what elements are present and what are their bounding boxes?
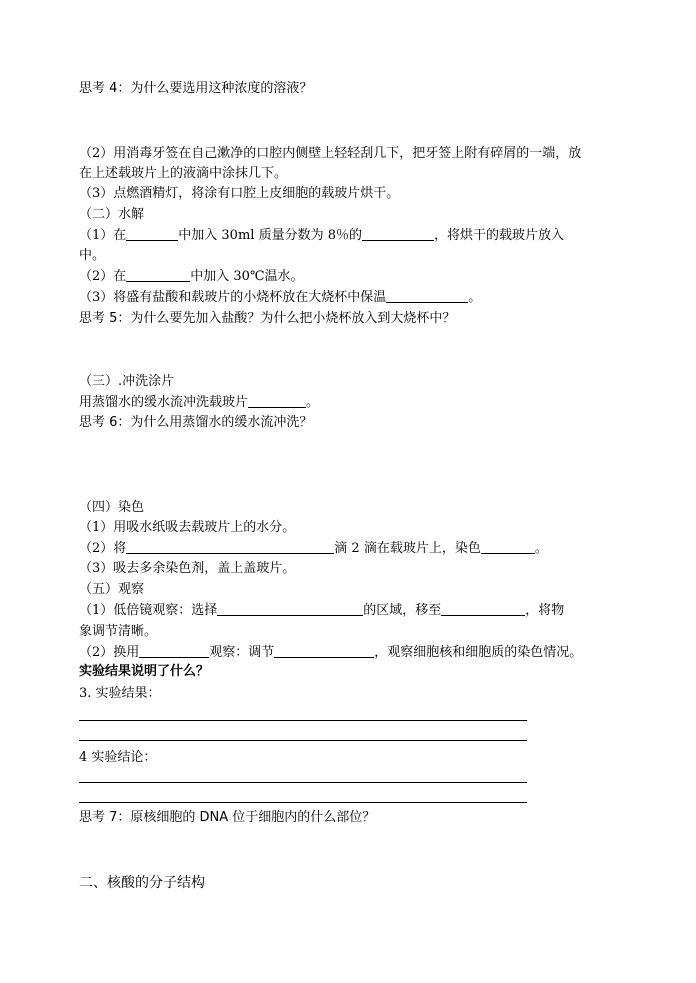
question-4: 思考 4：为什么要选用这种浓度的溶液？ [79,81,313,96]
question-6: 思考 6：为什么用蒸馏水的缓水流冲洗？ [79,415,313,430]
fill-blank[interactable] [126,267,190,282]
fill-blank[interactable] [441,601,525,616]
fill-blank[interactable] [217,601,363,616]
fill-blank[interactable] [274,643,374,658]
text: 。 [534,541,548,556]
stain-step-3: （3）吸去多余染色剂，盖上盖玻片。 [79,561,296,576]
text: （2）在 [79,269,127,284]
part-2-heading: 二、核酸的分子结构 [79,875,205,891]
hydrolysis-step-1-cont: 中。 [79,248,106,263]
fill-blank[interactable] [126,226,178,241]
fill-blank[interactable] [481,539,535,554]
question-5: 思考 5：为什么要先加入盐酸？为什么把小烧杯放入到大烧杯中？ [79,311,456,326]
observe-step-2 [79,643,619,663]
answer-line[interactable] [79,782,527,783]
section-stain-heading: （四）染色 [79,500,145,515]
observe-step-1 [79,601,619,621]
text: （1）在 [79,228,127,243]
text: 滴 2 滴在载玻片上，染色 [334,541,481,556]
text: 中加入 30ml 质量分数为 8％的 [178,228,362,243]
text: ，将物 [525,603,565,618]
section-observe-heading: （五）观察 [79,582,145,597]
text: ，观察细胞核和细胞质的染色情况。 [374,645,583,660]
conclusion-label: 4 实验结论： [79,750,157,765]
question-7: 思考 7：原核细胞的 DNA 位于细胞内的什么部位？ [79,810,376,825]
text: （2）将 [79,541,127,556]
text: （3）将盛有盐酸和载玻片的小烧杯放在大烧杯中保温 [79,290,387,305]
text: （1）低倍镜观察：选择 [79,603,218,618]
section-hydrolysis-heading: （二）水解 [79,207,145,222]
observe-step-1-cont: 象调节清晰。 [79,624,158,639]
result-label: 3. 实验结果： [79,686,161,701]
answer-line[interactable] [79,720,527,721]
rinse-step [79,393,619,413]
text: ，将烘干的载玻片放入 [433,228,564,243]
fill-blank[interactable] [386,288,468,303]
hydrolysis-step-1 [79,226,619,246]
text: 用蒸馏水的缓水流冲洗载玻片 [79,395,249,410]
text: （2）换用 [79,645,140,660]
answer-line[interactable] [79,802,527,803]
hydrolysis-step-3 [79,288,619,308]
stain-step-2 [79,539,619,559]
text: 。 [468,290,482,305]
result-question: 实验结果说明了什么？ [79,664,210,679]
section-rinse-heading: （三）.冲洗涂片 [79,374,175,389]
fill-blank[interactable] [362,226,434,241]
fill-blank[interactable] [139,643,209,658]
step-2-line-1: （2）用消毒牙签在自己漱净的口腔内侧壁上轻轻刮几下，把牙签上附有碎屑的一端，放 [79,146,582,161]
fill-blank[interactable] [126,539,334,554]
text: 。 [306,395,320,410]
text: 中加入 30℃温水。 [190,269,304,284]
step-3: （3）点燃酒精灯，将涂有口腔上皮细胞的载玻片烘干。 [79,186,400,201]
step-2-line-2: 在上述载玻片上的液滴中涂抹几下。 [79,166,288,181]
hydrolysis-step-2 [79,267,619,287]
answer-line[interactable] [79,740,527,741]
fill-blank[interactable] [248,393,306,408]
stain-step-1: （1）用吸水纸吸去载玻片上的水分。 [79,520,296,535]
text: 的区域，移至 [363,603,442,618]
text: 观察：调节 [209,645,275,660]
